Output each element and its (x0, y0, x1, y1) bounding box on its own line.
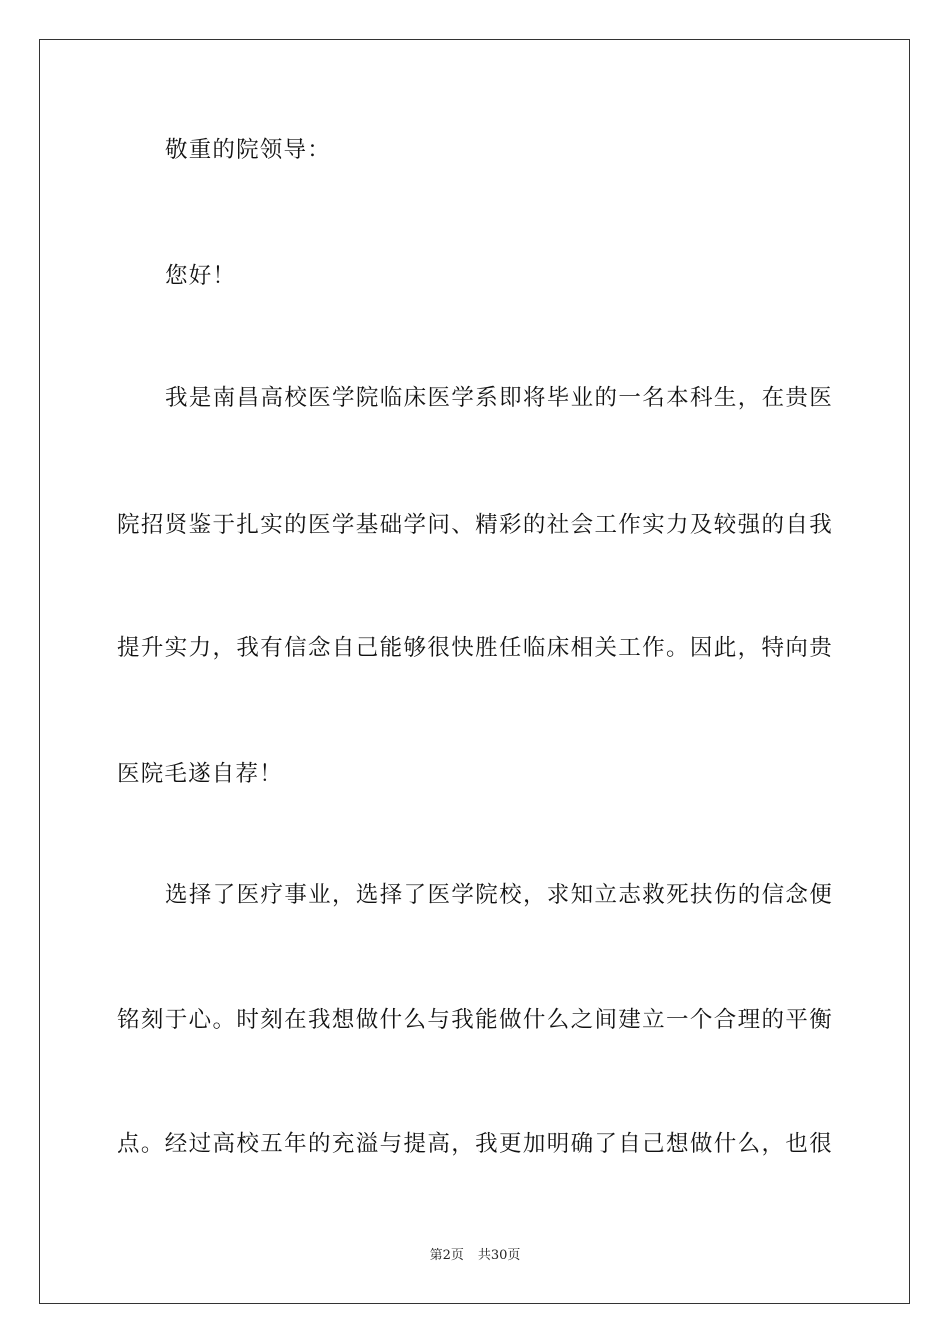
page-total: 共30页 (477, 1248, 521, 1263)
page-border (39, 39, 910, 1304)
paragraph-line: 铭刻于心。时刻在我想做什么与我能做什么之间建立一个合理的平衡 (117, 1007, 833, 1033)
paragraph-line: 我是南昌高校医学院临床医学系即将毕业的一名本科生，在贵医 (165, 385, 833, 411)
page-footer (0, 1248, 950, 1264)
paragraph-line: 院招贤鉴于扎实的医学基础学问、精彩的社会工作实力及较强的自我 (117, 512, 833, 538)
paragraph-line: 医院毛遂自荐！ (117, 761, 283, 787)
salutation: 敬重的院领导： (165, 137, 331, 163)
paragraph-line: 提升实力，我有信念自己能够很快胜任临床相关工作。因此，特向贵 (117, 635, 833, 661)
greeting: 您好！ (165, 263, 237, 289)
paragraph-line: 点。经过高校五年的充溢与提高，我更加明确了自己想做什么，也很 (117, 1131, 833, 1157)
page-number: 第2页 (429, 1248, 464, 1263)
paragraph-line: 选择了医疗事业，选择了医学院校，求知立志救死扶伤的信念便 (165, 882, 833, 908)
